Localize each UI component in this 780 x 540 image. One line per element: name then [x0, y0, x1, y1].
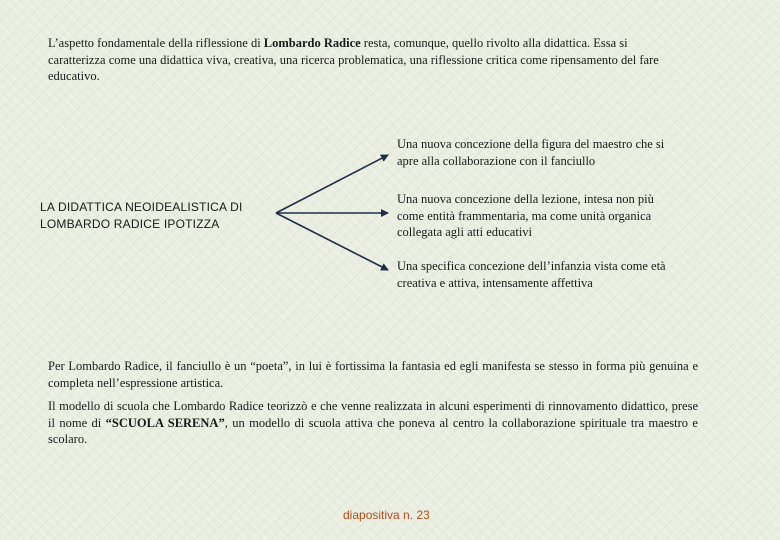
branch-childhood: Una specifica concezione dell’infanzia vista come età creativa e attiva, intensamente affettiva: [397, 259, 666, 290]
branch-lesson: Una nuova concezione della lezione, intesa non più come entità frammentaria, ma come unità organica collegata agli atti educativi: [397, 192, 654, 239]
paragraph-scuola-serena: [48, 398, 698, 448]
paragraph-poet: Per Lombardo Radice, il fanciullo è un “poeta”, in lui è fortissima la fantasia ed egli manifesta se stesso in forma più genuina e completa nell’espressione artistica.: [48, 359, 698, 390]
intro-text-rest: resta, comunque, quello rivolto alla didattica. Essa si caratterizza come una didattica viva, creativa, una ricerca problematica, una riflessione critica come ripensamento del fare educativo.: [48, 36, 659, 83]
diagram-left-title: LA DIDATTICA NEOIDEALISTICA DI LOMBARDO RADICE IPOTIZZA: [40, 200, 243, 231]
arrow-to-branch-1: [276, 155, 388, 213]
para2-text: Il modello di scuola che Lombardo Radice teorizzò e che venne realizzata in alcuni esperimenti di rinnovamento didattico, prese il nome di: [48, 399, 698, 430]
slide-number: diapositiva n. 23: [343, 508, 430, 522]
scuola-serena-bold: “SCUOLA SERENA”: [105, 415, 225, 430]
branch-teacher: Una nuova concezione della figura del maestro che si apre alla collaborazione con il fanciullo: [397, 137, 665, 168]
intro-bold-name: Lombardo Radice: [263, 36, 361, 50]
para2-text-rest: , un modello di scuola attiva che poneva al centro la collaborazione spirituale tra maestro e scolaro.: [48, 415, 698, 446]
arrow-to-branch-3: [276, 213, 388, 270]
intro-text: L’aspetto fondamentale della riflessione di: [48, 36, 264, 50]
